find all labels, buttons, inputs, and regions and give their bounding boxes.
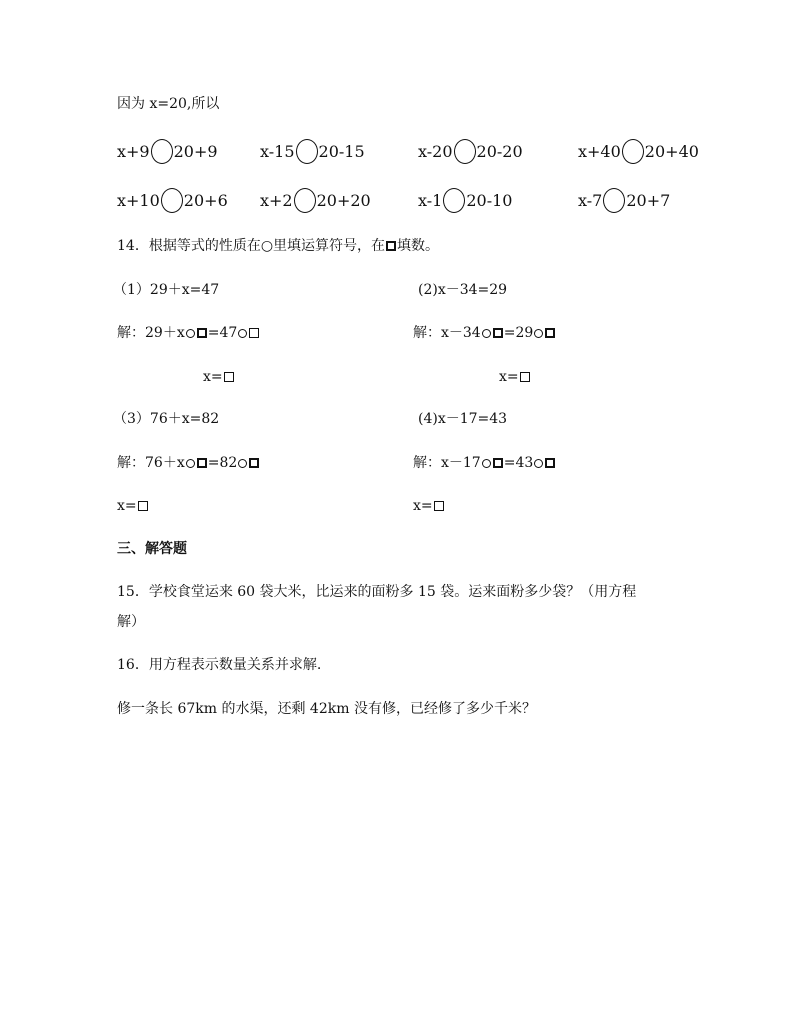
x-label: x= (203, 369, 223, 385)
solution-mid: =43 (503, 455, 534, 471)
compare-right: 20+9 (173, 141, 218, 161)
compare-right: 20-10 (466, 190, 513, 210)
number-square[interactable] (197, 328, 207, 338)
q14-item-2-label: (2)x－34=29 (418, 282, 508, 298)
compare-item (260, 186, 371, 214)
compare-item (260, 137, 365, 165)
compare-left: x-1 (418, 190, 443, 210)
compare-right: 20-20 (476, 141, 523, 161)
q14-item-4-x (413, 496, 445, 516)
x-label: x= (499, 369, 519, 385)
compare-right: 20+20 (316, 190, 371, 210)
compare-left: x+10 (117, 190, 160, 210)
section-3-heading: 三、解答题 (117, 541, 187, 557)
q16-line-1: 16．用方程表示数量关系并求解. (117, 657, 322, 673)
q14-title (117, 236, 439, 256)
answer-circle[interactable] (294, 188, 316, 213)
number-square[interactable] (197, 458, 207, 468)
answer-square[interactable] (224, 372, 234, 382)
q14-item-1-x (203, 367, 235, 387)
number-square[interactable] (545, 328, 555, 338)
solution-prefix: 解：x－17 (413, 455, 481, 471)
solution-prefix: 解：x－34 (413, 325, 481, 341)
q14-item-4-solution (413, 453, 556, 473)
intro-text: 因为 x=20,所以 (117, 96, 220, 112)
compare-item (578, 186, 670, 214)
q14-item-3-label: （3）76＋x=82 (113, 411, 220, 427)
solution-mid: =29 (503, 325, 534, 341)
compare-left: x+2 (260, 190, 293, 210)
operator-circle[interactable] (238, 329, 247, 338)
square-icon (386, 241, 396, 251)
operator-circle[interactable] (534, 329, 543, 338)
q15-line-2: 解） (117, 614, 145, 630)
q14-title-text: 14．根据等式的性质在○里填运算符号，在 (117, 238, 386, 254)
compare-left: x+9 (117, 141, 150, 161)
q16-line-2: 修一条长 67km 的水渠，还剩 42km 没有修，已经修了多少千米？ (117, 701, 536, 717)
compare-left: x+40 (578, 141, 621, 161)
solution-prefix: 解：29＋x (117, 325, 185, 341)
q14-item-3-x (117, 496, 149, 516)
operator-circle[interactable] (534, 459, 543, 468)
answer-square[interactable] (434, 501, 444, 511)
compare-right: 20+40 (644, 141, 699, 161)
answer-square[interactable] (138, 501, 148, 511)
number-square[interactable] (249, 328, 259, 338)
number-square[interactable] (249, 458, 259, 468)
q14-item-1-label: （1）29＋x=47 (113, 282, 220, 298)
compare-item (418, 186, 512, 214)
operator-circle[interactable] (186, 329, 195, 338)
compare-left: x-20 (418, 141, 453, 161)
solution-mid: =82 (207, 455, 238, 471)
number-square[interactable] (493, 458, 503, 468)
operator-circle[interactable] (482, 459, 491, 468)
operator-circle[interactable] (482, 329, 491, 338)
x-label: x= (117, 498, 137, 514)
compare-item (117, 137, 218, 165)
q14-title-text-end: 填数。 (397, 238, 440, 254)
q15-line-1: 15．学校食堂运来 60 袋大米，比运来的面粉多 15 袋。运来面粉多少袋？（用方程 (117, 584, 637, 600)
answer-circle[interactable] (296, 139, 318, 164)
answer-circle[interactable] (454, 139, 476, 164)
compare-right: 20-15 (318, 141, 365, 161)
compare-item (117, 186, 228, 214)
x-label: x= (413, 498, 433, 514)
answer-circle[interactable] (443, 188, 465, 213)
q14-item-2-solution (413, 323, 556, 343)
compare-item (418, 137, 523, 165)
compare-left: x-7 (578, 190, 603, 210)
q14-item-1-solution (117, 323, 260, 343)
answer-circle[interactable] (161, 188, 183, 213)
operator-circle[interactable] (238, 459, 247, 468)
answer-circle[interactable] (622, 139, 644, 164)
operator-circle[interactable] (186, 459, 195, 468)
solution-mid: =47 (207, 325, 238, 341)
q14-item-4-label: (4)x－17=43 (418, 411, 508, 427)
answer-circle[interactable] (603, 188, 625, 213)
number-square[interactable] (545, 458, 555, 468)
compare-right: 20+6 (183, 190, 228, 210)
solution-prefix: 解：76＋x (117, 455, 185, 471)
answer-square[interactable] (520, 372, 530, 382)
compare-left: x-15 (260, 141, 295, 161)
answer-circle[interactable] (151, 139, 173, 164)
compare-right: 20+7 (626, 190, 671, 210)
q14-item-3-solution (117, 453, 260, 473)
number-square[interactable] (493, 328, 503, 338)
q14-item-2-x (499, 367, 531, 387)
compare-item (578, 137, 699, 165)
